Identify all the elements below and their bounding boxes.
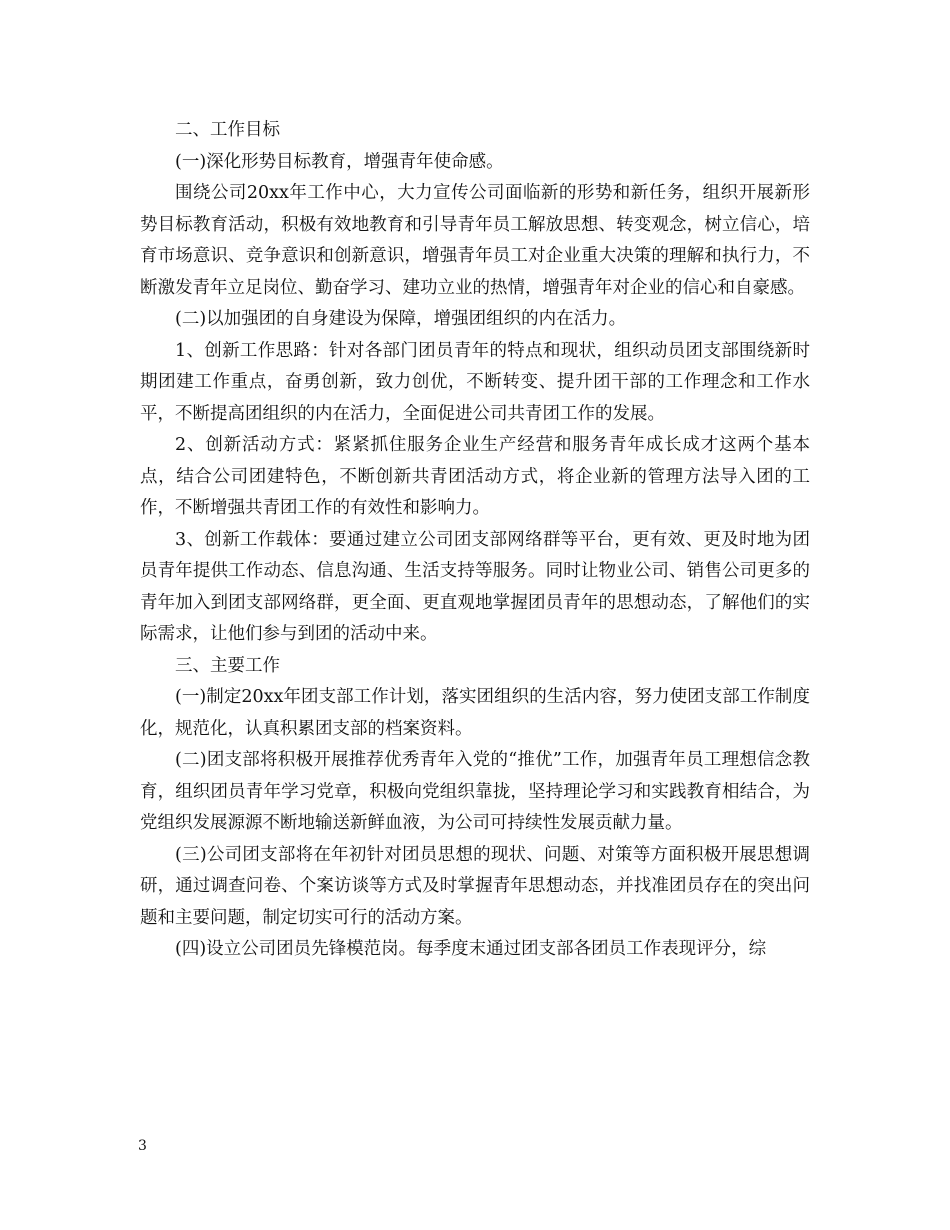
subheading-goal-1: (一)深化形势目标教育，增强青年使命感。 xyxy=(175,151,504,172)
body-paragraph: 2、创新活动方式：紧紧抓住服务企业生产经营和服务青年成长成才这两个基本点，结合公司团建特色，不断创新共青团活动方式，将企业新的管理方法导入团的工作，不断增强共青团工作的有效性和影响力。 xyxy=(140,435,810,518)
page-number: 3 xyxy=(138,1138,147,1154)
body-paragraph: (二)团支部将积极开展推荐优秀青年入党的“推优”工作，加强青年员工理想信念教育，组织团员青年学习党章，积极向党组织靠拢，坚持理论学习和实践教育相结合，为党组织发展源源不断地输送新鲜血液，为公司可持续性发展贡献力量。 xyxy=(140,750,810,833)
body-paragraph: (四)设立公司团员先锋模范岗。每季度末通过团支部各团员工作表现评分，综 xyxy=(175,939,767,959)
body-paragraph: 3、创新工作载体：要通过建立公司团支部网络群等平台，更有效、更及时地为团员青年提供工作动态、信息沟通、生活支持等服务。同时让物业公司、销售公司更多的青年加入到团支部网络群，更全面、更直观地掌握团员青年的思想动态，了解他们的实际需求，让他们参与到团的活动中来。 xyxy=(140,529,810,644)
section-heading-main-work: 三、主要工作 xyxy=(175,655,280,676)
body-paragraph: (三)公司团支部将在年初针对团员思想的现状、问题、对策等方面积极开展思想调研，通过调查问卷、个案访谈等方式及时掌握青年思想动态，并找准团员存在的突出问题和主要问题，制定切实可行的活动方案。 xyxy=(140,844,810,928)
body-paragraph: (一)制定20xx年团支部工作计划，落实团组织的生活内容，努力使团支部工作制度化，规范化，认真积累团支部的档案资料。 xyxy=(140,687,810,739)
section-heading-goals: 二、工作目标 xyxy=(175,120,280,140)
subheading-goal-2: (二)以加强团的自身建设为保障，增强团组织的内在活力。 xyxy=(175,309,627,329)
body-paragraph: 围绕公司20xx年工作中心，大力宣传公司面临新的形势和新任务，组织开展新形势目标教育活动，积极有效地教育和引导青年员工解放思想、转变观念，树立信心，培育市场意识、竞争意识和创新意识，增强青年员工对企业重大决策的理解和执行力，不断激发青年立足岗位、勤奋学习、建功立业的热情，增强青年对企业的信心和自豪感。 xyxy=(140,183,810,298)
document-body xyxy=(140,115,810,966)
body-paragraph: 1、创新工作思路：针对各部门团员青年的特点和现状，组织动员团支部围绕新时期团建工作重点，奋勇创新，致力创优，不断转变、提升团干部的工作理念和工作水平，不断提高团组织的内在活力，全面促进公司共青团工作的发展。 xyxy=(140,340,810,424)
